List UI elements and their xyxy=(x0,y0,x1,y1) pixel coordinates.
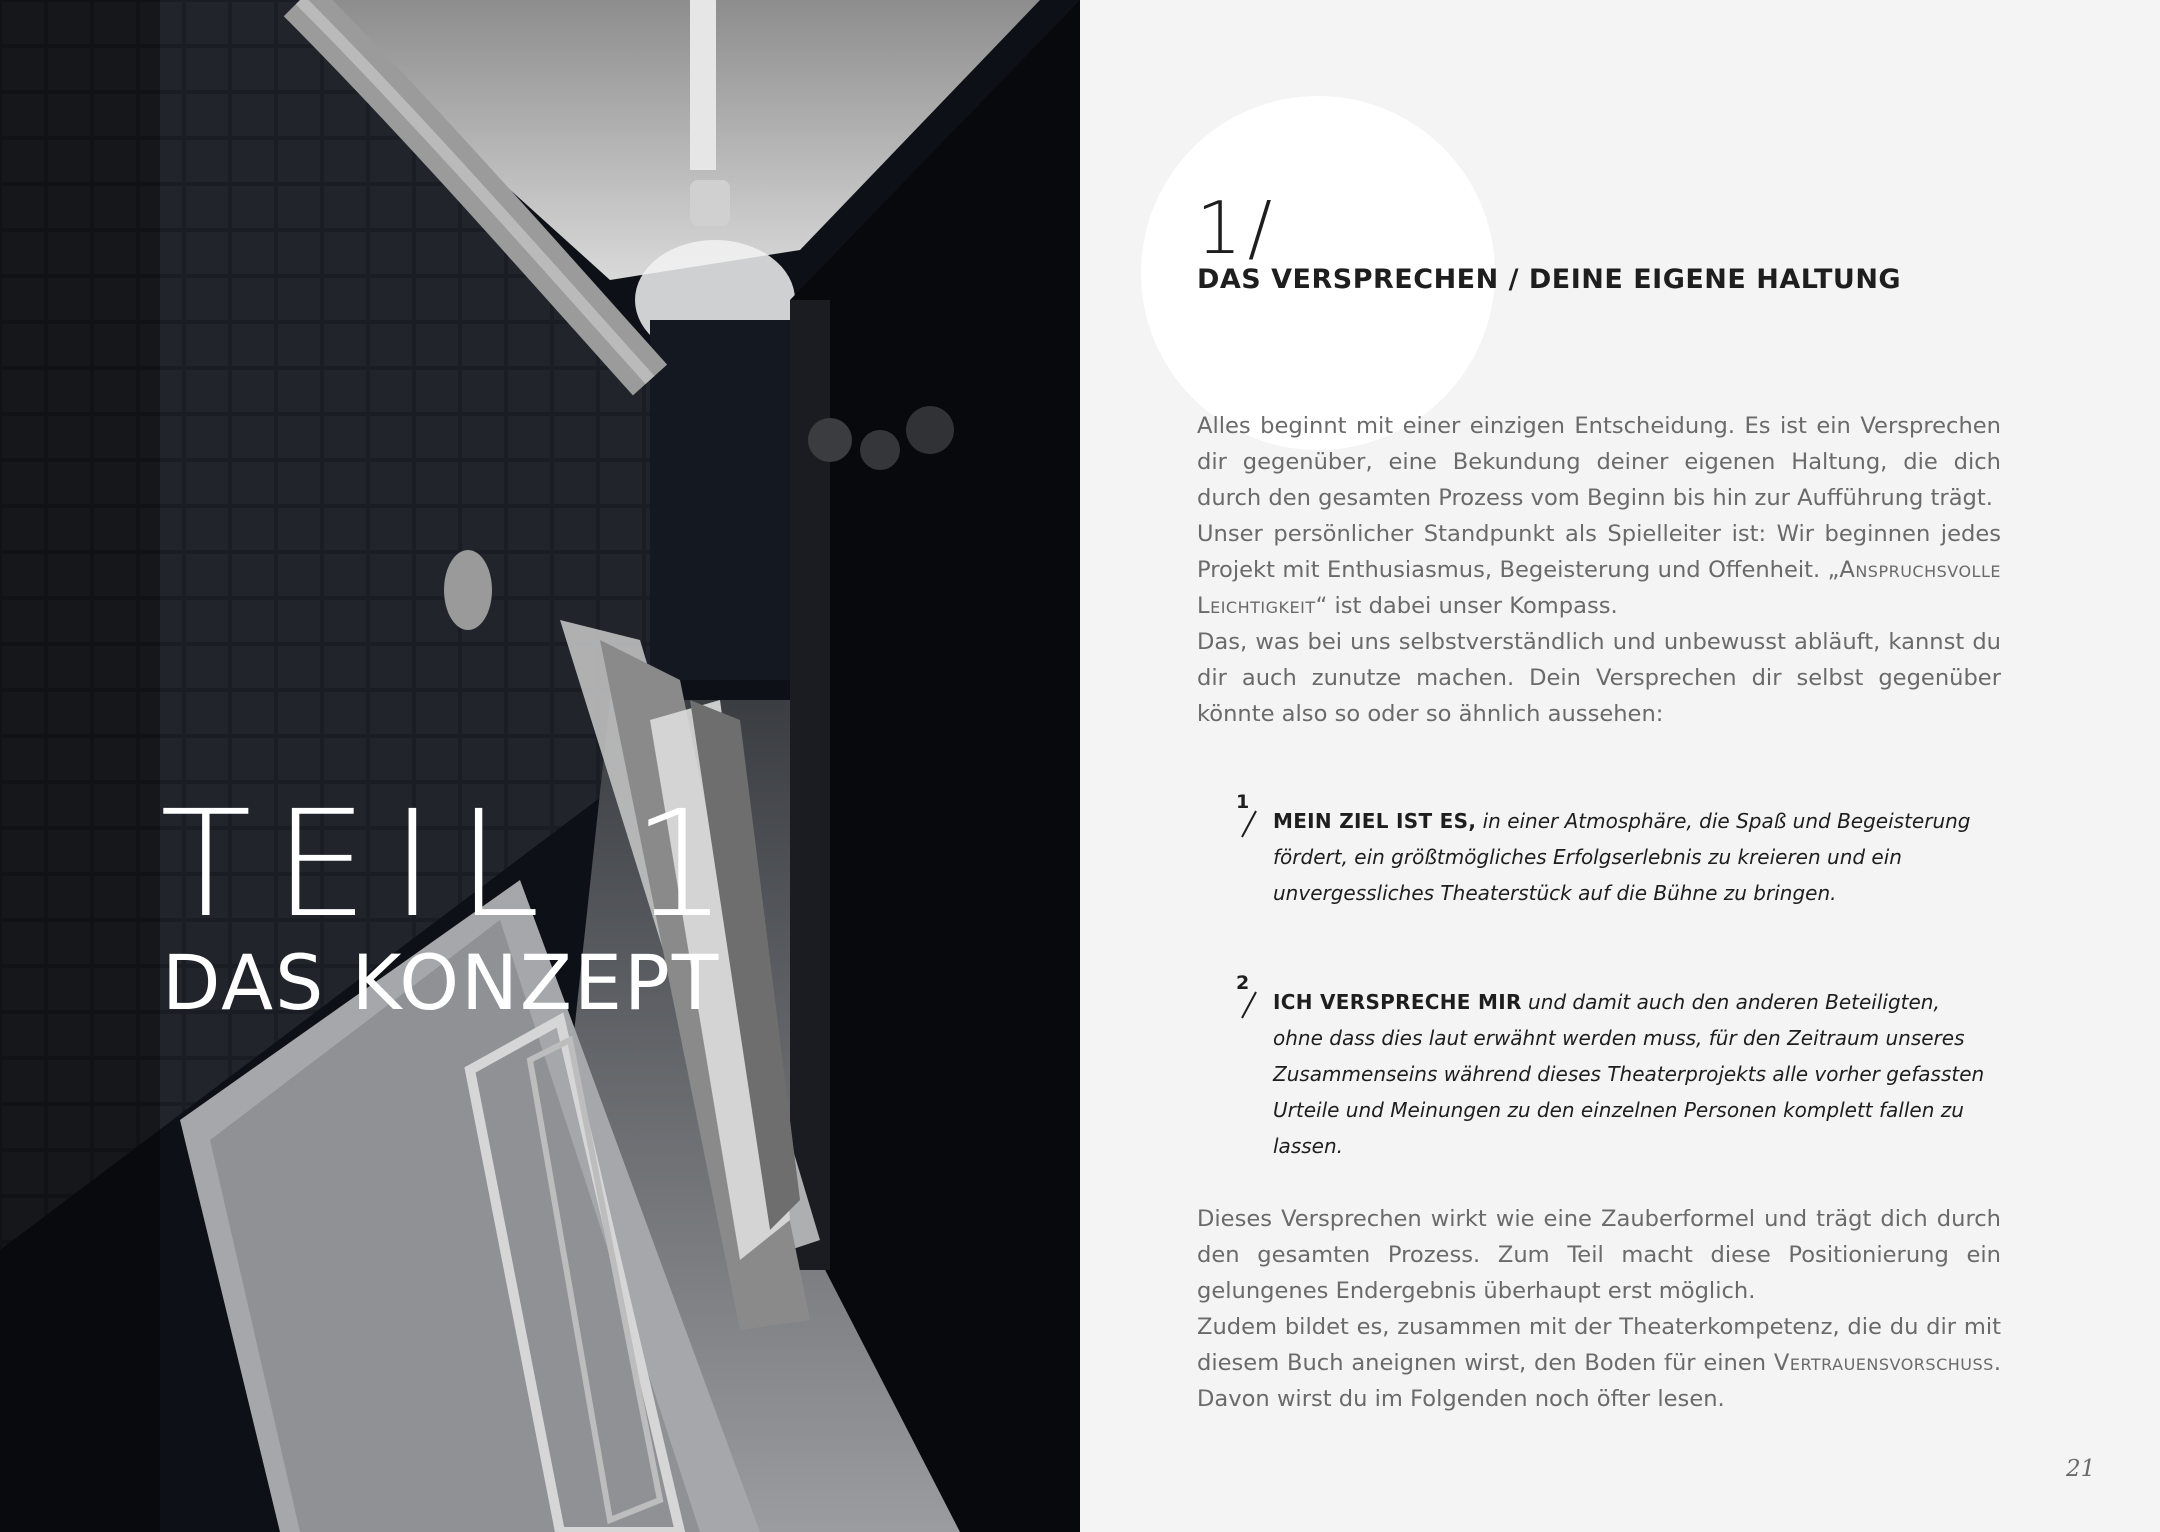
page-number: 21 xyxy=(2066,1456,2096,1482)
promise-1 xyxy=(1236,791,1996,911)
fluorescent-tube xyxy=(690,0,716,170)
wall-lamp xyxy=(444,550,492,630)
ceiling-lamp xyxy=(690,180,730,226)
promise-text: ICH VERSPRECHE MIR und damit auch den anderen Beteiligten, ohne dass dies laut erwähnt werden muss, für den Zeitraum unseres Zusammenseins während dieses Theaterprojekts alle vorher gefassten Urteile und Meinungen zu den einzelnen Personen komplett fallen zu lassen. xyxy=(1273,990,1985,1158)
slash-icon xyxy=(1238,990,1260,1020)
promise-text: MEIN ZIEL IST ES, in einer Atmosphäre, die Spaß und Begeisterung fördert, ein größtmögliches Erfolgserlebnis zu kreieren und ein unvergessliches Theaterstück auf die Bühne zu bringen. xyxy=(1273,809,1971,905)
promise-number: 2 xyxy=(1236,972,1250,994)
promise-2 xyxy=(1236,972,1996,1164)
part-title: DAS KONZEPT xyxy=(162,938,721,1027)
section-number: 1/ xyxy=(1196,186,1279,270)
small-caps-phrase: Vertrauensvorschuss xyxy=(1773,1350,1994,1376)
section-title: DAS VERSPRECHEN / DEINE EIGENE HALTUNG xyxy=(1197,264,1902,295)
promise-number: 1 xyxy=(1236,791,1250,813)
intro-paragraph-1: Alles beginnt mit einer einzigen Entscheidung. Es ist ein Versprechen dir gegenüber, eine Bekundung deiner eigenen Haltung, die dich durch den gesamten Prozess vom Beginn bis hin zur Aufführung trägt. xyxy=(1197,413,2001,511)
slash-icon xyxy=(1238,809,1260,839)
small-caps-phrase: Anspruchsvolle Leichtigkeit xyxy=(1197,557,2001,619)
intro-paragraph-2: Unser persönlicher Standpunkt als Spielleiter ist: Wir beginnen jedes Projekt mit Enthusiasmus, Begeisterung und Offenheit. „Anspruchsvolle Leichtigkeit“ ist dabei unser Kompass. xyxy=(1197,521,2001,619)
outro-paragraph-1: Dieses Versprechen wirkt wie eine Zauberformel und trägt dich durch den gesamten Prozess. Zum Teil macht diese Positionierung ein gelungenes Endergebnis überhaupt erst möglich. xyxy=(1197,1206,2001,1304)
outro-paragraph-2: Zudem bildet es, zusammen mit der Theaterkompetenz, die du dir mit diesem Buch aneignen wirst, den Boden für einen Vertrauensvorschuss. Davon wirst du im Folgenden noch öfter lesen. xyxy=(1197,1314,2001,1412)
part-number: TEIL 1 xyxy=(160,779,750,951)
outro-text xyxy=(1197,1201,2001,1417)
intro-text xyxy=(1197,408,2001,732)
intro-paragraph-3: Das, was bei uns selbstverständlich und unbewusst abläuft, kannst du dir auch zunutze machen. Dein Versprechen dir selbst gegenüber könnte also so oder so ähnlich aussehen: xyxy=(1197,629,2001,727)
